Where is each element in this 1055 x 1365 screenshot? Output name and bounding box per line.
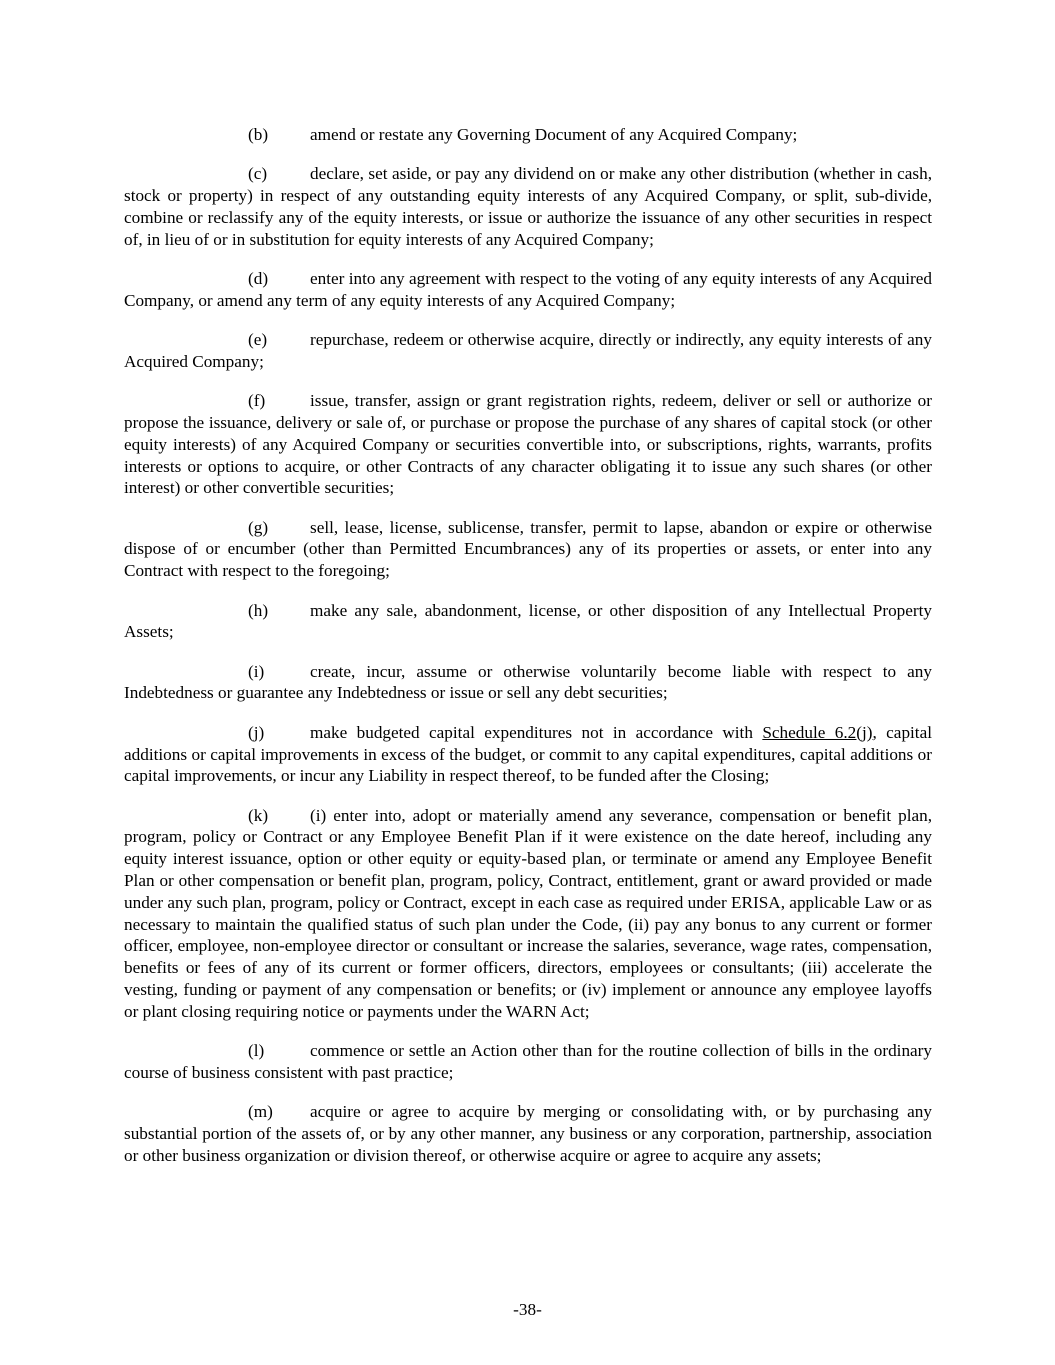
clause-text: issue, transfer, assign or grant registration rights, redeem, deliver or sell or authorize or propose the issuance, delivery or sale of, or purchase or propose the purchase of any shares of capital stock (or other equity interests) of any Acquired Company or securities convertible into, or subscriptions, rights, warrants, profits interests or options to acquire, or other Contracts of any character obligating it to issue any such shares (or other interest) or other convertible securities; [124, 391, 932, 498]
clause-marker: (h) [248, 600, 269, 620]
clause-text: make budgeted capital expenditures not in accordance with [310, 722, 763, 742]
clause-marker: (g) [248, 517, 269, 537]
clause-text: repurchase, redeem or otherwise acquire, directly or indirectly, any equity interests of any Acquired Company; [124, 330, 932, 371]
clause-b [124, 124, 932, 146]
clause-m [124, 1101, 932, 1166]
clause-marker: (l) [248, 1041, 265, 1061]
clause-text: enter into any agreement with respect to the voting of any equity interests of any Acquired Company, or amend any term of any equity interests of any Acquired Company; [124, 268, 932, 310]
clause-marker: (j) [248, 722, 265, 742]
clause-e [124, 329, 932, 373]
schedule-reference-link[interactable]: Schedule 6.2(j) [762, 722, 873, 742]
clause-marker: (e) [248, 330, 268, 350]
clause-text: commence or settle an Action other than for the routine collection of bills in the ordinary course of business consistent with past practice; [124, 1041, 932, 1082]
clause-marker: (k) [248, 805, 269, 825]
clause-text: sell, lease, license, sublicense, transfer, permit to lapse, abandon or expire or otherwise dispose of or encumber (other than Permitted Encumbrances) any of its properties or assets, or enter into any Contract with respect to the foregoing; [124, 517, 932, 581]
clause-marker: (i) [248, 661, 265, 681]
clause-marker: (d) [248, 268, 269, 288]
clause-text: create, incur, assume or otherwise voluntarily become liable with respect to any Indebtedness or guarantee any Indebtedness or issue or sell any debt securities; [124, 661, 932, 703]
clause-j [124, 722, 932, 787]
clause-text: declare, set aside, or pay any dividend on or make any other distribution (whether in cash, stock or property) in respect of any outstanding equity interests of any Acquired Company, or split, sub-divide, combine or reclassify any of the equity interests, or issue or authorize the issuance of any other securities in respect of, in lieu of or in substitution for equity interests of any Acquired Company; [124, 164, 932, 249]
clause-marker: (m) [248, 1102, 273, 1122]
clause-text: make any sale, abandonment, license, or other disposition of any Intellectual Property Assets; [124, 600, 932, 642]
clause-d [124, 268, 932, 312]
clause-text: (i) enter into, adopt or materially amend any severance, compensation or benefit plan, program, policy or Contract or any Employee Benefit Plan if it were existence on the date hereof, including any equity interest issuance, option or other equity or equity-based plan, or terminate or amend any Employee Benefit Plan or other compensation or benefit plan, program, policy, Contract, entitlement, grant or award provided or made under any such plan, program, policy or Contract, except in each case as required under ERISA, applicable Law or as necessary to maintain the qualified status of such plan under the Code, (ii) pay any bonus to any current or former officer, employee, non-employee director or consultant or increase the salaries, severance, wage rates, compensation, benefits or fees of any of its current or former officers, directors, employees or consultants; (iii) accelerate the vesting, funding or payment of any compensation or benefits; or (iv) implement or announce any employee layoffs or plant closing requiring notice or payments under the WARN Act; [124, 805, 932, 1021]
clause-marker: (c) [248, 164, 268, 184]
clause-i [124, 661, 932, 705]
clause-marker: (b) [248, 125, 269, 144]
clause-g [124, 517, 932, 582]
clause-h [124, 600, 932, 644]
clause-text: acquire or agree to acquire by merging or consolidating with, or by purchasing any substantial portion of the assets of, or by any other manner, any business or any corporation, partnership, association or other business organization or division thereof, or otherwise acquire or agree to acquire any assets; [124, 1102, 932, 1165]
clause-text: amend or restate any Governing Document of any Acquired Company; [310, 125, 798, 144]
clause-marker: (f) [248, 391, 266, 411]
clause-c [124, 163, 932, 250]
clause-text-continued: , capital additions or capital improvements in excess of the budget, or commit to any capital expenditures, capital additions or capital improvements, or incur any Liability in respect thereof, to be funded after the Closing; [124, 722, 932, 786]
clause-k [124, 805, 932, 1023]
clause-l [124, 1040, 932, 1084]
document-body [124, 124, 932, 1184]
clause-f [124, 390, 932, 499]
page-number: -38- [513, 1300, 542, 1319]
